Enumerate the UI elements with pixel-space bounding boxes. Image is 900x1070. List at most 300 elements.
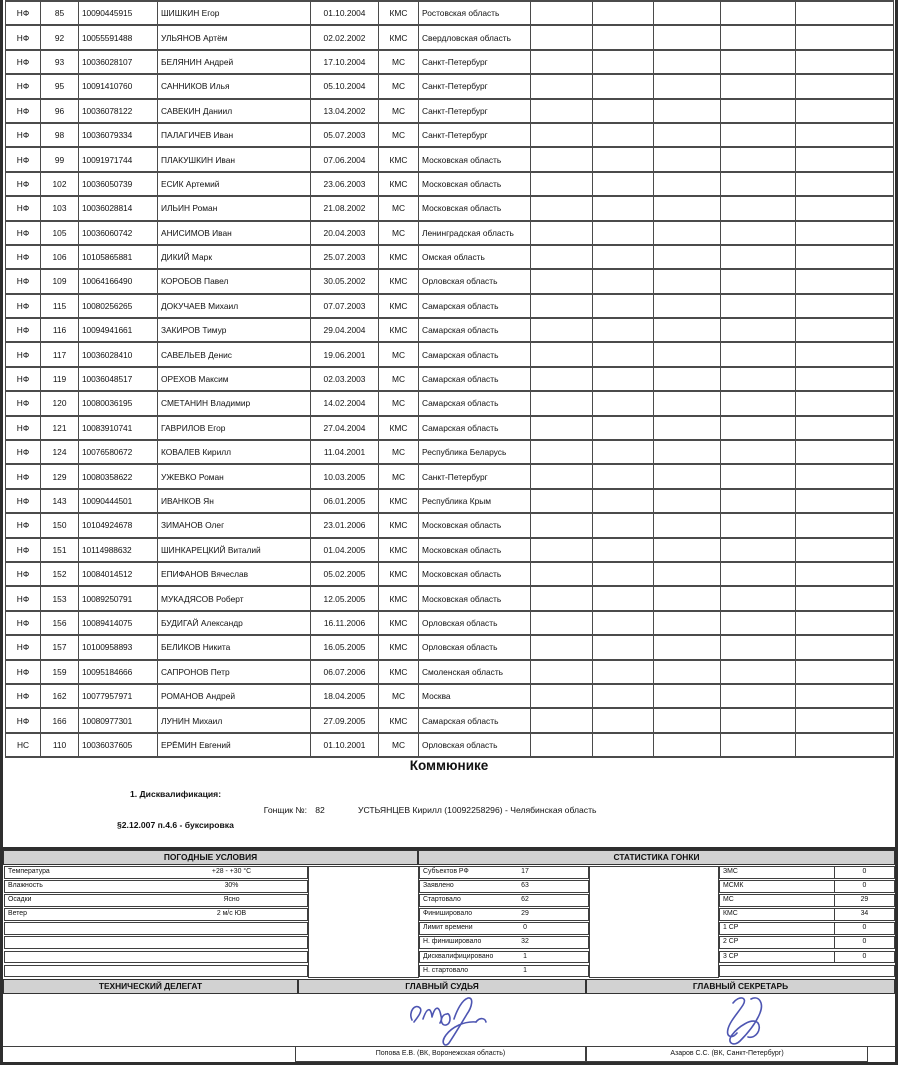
cell-bib: 162: [41, 684, 79, 708]
cell-birth_date: 01.10.2004: [311, 1, 379, 25]
cell-e1: [531, 562, 593, 586]
chief-judge-header: ГЛАВНЫЙ СУДЬЯ: [298, 979, 586, 994]
cell-status: НФ: [6, 708, 41, 732]
cell-rank: МС: [379, 99, 419, 123]
cell-name: ГАВРИЛОВ Егор: [158, 416, 311, 440]
cell-e2: [593, 123, 654, 147]
cell-birth_date: 02.03.2003: [311, 367, 379, 391]
cell-e2: [593, 733, 654, 757]
cell-e5: [796, 635, 894, 659]
cell-status: НФ: [6, 611, 41, 635]
stat-label: 1 СР: [720, 923, 835, 934]
stat-row: [4, 936, 308, 949]
cell-name: ШИШКИН Егор: [158, 1, 311, 25]
stat-value: 0: [862, 882, 867, 890]
cell-region: Московская область: [419, 562, 531, 586]
cell-bib: 143: [41, 489, 79, 513]
result-row: [6, 538, 894, 562]
cell-e5: [796, 25, 894, 49]
cell-e4: [721, 245, 796, 269]
cell-rank: МС: [379, 367, 419, 391]
cell-e1: [531, 25, 593, 49]
cell-bib: 121: [41, 416, 79, 440]
result-row: [6, 99, 894, 123]
cell-region: Смоленская область: [419, 660, 531, 684]
cell-e5: [796, 99, 894, 123]
cell-region: Московская область: [419, 538, 531, 562]
cell-e1: [531, 489, 593, 513]
cell-uci_id: 10077957971: [79, 684, 158, 708]
cell-name: ЕПИФАНОВ Вячеслав: [158, 562, 311, 586]
cell-name: БУДИГАЙ Александр: [158, 611, 311, 635]
result-row: [6, 123, 894, 147]
cell-rank: КМС: [379, 586, 419, 610]
cell-bib: 96: [41, 99, 79, 123]
cell-uci_id: 10080358622: [79, 464, 158, 488]
cell-region: Орловская область: [419, 269, 531, 293]
cell-e2: [593, 684, 654, 708]
cell-e4: [721, 440, 796, 464]
chief-secretary-name: Азаров С.С. (ВК, Санкт-Петербург): [586, 1046, 868, 1062]
cell-e2: [593, 367, 654, 391]
stat-label: Н. финишировало: [423, 938, 482, 946]
tech-delegate-header: ТЕХНИЧЕСКИЙ ДЕЛЕГАТ: [3, 979, 298, 994]
cell-e4: [721, 586, 796, 610]
cell-e1: [531, 318, 593, 342]
cell-region: Самарская область: [419, 416, 531, 440]
result-row: [6, 172, 894, 196]
cell-rank: КМС: [379, 562, 419, 586]
stat-label: Субъектов РФ: [423, 868, 469, 875]
cell-status: НФ: [6, 562, 41, 586]
cell-birth_date: 06.07.2006: [311, 660, 379, 684]
cell-e2: [593, 538, 654, 562]
cell-e2: [593, 147, 654, 171]
cell-rank: КМС: [379, 513, 419, 537]
cell-e1: [531, 391, 593, 415]
cell-e1: [531, 147, 593, 171]
cell-e4: [721, 489, 796, 513]
result-row: [6, 342, 894, 366]
cell-e3: [654, 123, 721, 147]
cell-name: АНИСИМОВ Иван: [158, 221, 311, 245]
stat-label: МС: [720, 895, 835, 906]
stat-value: 0: [523, 924, 527, 932]
cell-birth_date: 06.01.2005: [311, 489, 379, 513]
stat-value: 1: [523, 966, 527, 974]
cell-uci_id: 10104924678: [79, 513, 158, 537]
cell-name: УЛЬЯНОВ Артём: [158, 25, 311, 49]
cell-e1: [531, 538, 593, 562]
cell-e3: [654, 708, 721, 732]
result-row: [6, 1, 894, 25]
cell-rank: КМС: [379, 1, 419, 25]
cell-e5: [796, 513, 894, 537]
signature-area: [3, 994, 895, 1047]
cell-e3: [654, 245, 721, 269]
cell-status: НФ: [6, 513, 41, 537]
cell-name: ДОКУЧАЕВ Михаил: [158, 294, 311, 318]
cell-bib: 129: [41, 464, 79, 488]
cell-region: Москва: [419, 684, 531, 708]
cell-e3: [654, 342, 721, 366]
result-row: [6, 318, 894, 342]
cell-uci_id: 10055591488: [79, 25, 158, 49]
cell-name: РОМАНОВ Андрей: [158, 684, 311, 708]
cell-status: НФ: [6, 245, 41, 269]
cell-region: Самарская область: [419, 367, 531, 391]
cell-uci_id: 10100958893: [79, 635, 158, 659]
race-stats-left-table: [419, 866, 589, 979]
cell-e5: [796, 196, 894, 220]
cell-e2: [593, 513, 654, 537]
cell-uci_id: 10089414075: [79, 611, 158, 635]
cell-name: УЖЕВКО Роман: [158, 464, 311, 488]
stat-row: [719, 965, 895, 978]
cell-e2: [593, 586, 654, 610]
cell-e1: [531, 684, 593, 708]
stat-label: Н. стартовало: [423, 966, 469, 974]
cell-e5: [796, 489, 894, 513]
cell-e2: [593, 221, 654, 245]
cell-name: ИВАНКОВ Ян: [158, 489, 311, 513]
cell-e3: [654, 196, 721, 220]
cell-e3: [654, 25, 721, 49]
cell-bib: 103: [41, 196, 79, 220]
empty-box-1: [308, 866, 419, 978]
cell-birth_date: 27.04.2004: [311, 416, 379, 440]
stat-value: 2 м/с ЮВ: [216, 910, 247, 918]
cell-e5: [796, 294, 894, 318]
disqualification-heading: 1. Дисквалификация:: [130, 789, 222, 799]
cell-region: Московская область: [419, 513, 531, 537]
stat-value: 63: [521, 882, 529, 890]
cell-birth_date: 23.01.2006: [311, 513, 379, 537]
stat-value: 1: [523, 952, 527, 960]
cell-region: Республика Беларусь: [419, 440, 531, 464]
stat-value: 34: [860, 910, 869, 918]
cell-status: НФ: [6, 172, 41, 196]
cell-e5: [796, 147, 894, 171]
cell-e3: [654, 50, 721, 74]
cell-e3: [654, 147, 721, 171]
cell-e2: [593, 489, 654, 513]
result-row: [6, 440, 894, 464]
cell-e4: [721, 635, 796, 659]
cell-status: НФ: [6, 25, 41, 49]
cell-region: Омская область: [419, 245, 531, 269]
cell-name: ШИНКАРЕЦКИЙ Виталий: [158, 538, 311, 562]
cell-e4: [721, 196, 796, 220]
bottom-section: [0, 847, 898, 1065]
stat-row: [719, 866, 895, 879]
cell-region: Самарская область: [419, 708, 531, 732]
cell-bib: 92: [41, 25, 79, 49]
cell-name: ПАЛАГИЧЕВ Иван: [158, 123, 311, 147]
cell-e5: [796, 50, 894, 74]
stat-label: Ветер: [8, 910, 27, 918]
cell-e1: [531, 294, 593, 318]
stat-row: [719, 908, 895, 921]
cell-e1: [531, 342, 593, 366]
cell-e4: [721, 74, 796, 98]
cell-e1: [531, 416, 593, 440]
cell-region: Самарская область: [419, 318, 531, 342]
race-stats-right-table: [719, 866, 895, 979]
cell-uci_id: 10036028107: [79, 50, 158, 74]
cell-e2: [593, 391, 654, 415]
stat-row: [4, 922, 308, 935]
result-row: [6, 196, 894, 220]
cell-birth_date: 18.04.2005: [311, 684, 379, 708]
cell-e1: [531, 245, 593, 269]
cell-uci_id: 10084014512: [79, 562, 158, 586]
stat-row: [4, 965, 308, 978]
cell-region: Ленинградская область: [419, 221, 531, 245]
rider-number-value: 82: [315, 805, 325, 815]
cell-e4: [721, 25, 796, 49]
cell-status: НФ: [6, 269, 41, 293]
cell-status: НФ: [6, 342, 41, 366]
cell-e1: [531, 611, 593, 635]
cell-birth_date: 27.09.2005: [311, 708, 379, 732]
chief-judge-signature-image: [401, 994, 493, 1048]
cell-e3: [654, 440, 721, 464]
cell-rank: КМС: [379, 660, 419, 684]
cell-name: БЕЛИКОВ Никита: [158, 635, 311, 659]
cell-rank: КМС: [379, 635, 419, 659]
cell-name: БЕЛЯНИН Андрей: [158, 50, 311, 74]
stat-row: [719, 922, 895, 935]
cell-status: НФ: [6, 74, 41, 98]
cell-e1: [531, 1, 593, 25]
cell-region: Орловская область: [419, 611, 531, 635]
race-stats-section-header: СТАТИСТИКА ГОНКИ: [418, 850, 895, 865]
result-row: [6, 586, 894, 610]
cell-uci_id: 10095184666: [79, 660, 158, 684]
stat-row: [719, 880, 895, 893]
stat-value: 0: [862, 938, 867, 946]
cell-status: НФ: [6, 538, 41, 562]
cell-rank: МС: [379, 342, 419, 366]
cell-e3: [654, 660, 721, 684]
cell-birth_date: 12.05.2005: [311, 586, 379, 610]
result-row: [6, 660, 894, 684]
cell-birth_date: 05.02.2005: [311, 562, 379, 586]
cell-bib: 117: [41, 342, 79, 366]
cell-rank: МС: [379, 440, 419, 464]
cell-e1: [531, 440, 593, 464]
cell-bib: 115: [41, 294, 79, 318]
cell-e2: [593, 611, 654, 635]
stat-label: Стартовало: [423, 896, 461, 904]
cell-e2: [593, 635, 654, 659]
cell-bib: 153: [41, 586, 79, 610]
empty-box-2: [589, 866, 719, 978]
cell-bib: 98: [41, 123, 79, 147]
stat-row: [4, 908, 308, 921]
cell-status: НФ: [6, 464, 41, 488]
stat-row: [419, 880, 589, 893]
cell-name: КОВАЛЕВ Кирилл: [158, 440, 311, 464]
stat-value: +28 - +30 °C: [211, 868, 252, 875]
cell-name: ДИКИЙ Марк: [158, 245, 311, 269]
cell-status: НФ: [6, 367, 41, 391]
cell-e4: [721, 318, 796, 342]
cell-bib: 166: [41, 708, 79, 732]
cell-e3: [654, 99, 721, 123]
stat-value: 29: [521, 910, 529, 918]
stat-value: 62: [521, 896, 529, 904]
cell-region: Самарская область: [419, 342, 531, 366]
cell-birth_date: 23.06.2003: [311, 172, 379, 196]
cell-rank: КМС: [379, 25, 419, 49]
cell-uci_id: 10036079334: [79, 123, 158, 147]
cell-name: ЗАКИРОВ Тимур: [158, 318, 311, 342]
cell-e5: [796, 269, 894, 293]
cell-rank: КМС: [379, 245, 419, 269]
cell-birth_date: 02.02.2002: [311, 25, 379, 49]
cell-e3: [654, 733, 721, 757]
cell-uci_id: 10080256265: [79, 294, 158, 318]
cell-birth_date: 05.07.2003: [311, 123, 379, 147]
cell-e4: [721, 367, 796, 391]
cell-e1: [531, 367, 593, 391]
cell-e4: [721, 684, 796, 708]
cell-e1: [531, 586, 593, 610]
cell-bib: 150: [41, 513, 79, 537]
stat-label: Лимит времени: [423, 924, 473, 932]
cell-e3: [654, 611, 721, 635]
cell-e1: [531, 660, 593, 684]
cell-rank: МС: [379, 196, 419, 220]
communique-title: Коммюнике: [409, 758, 489, 773]
cell-rank: КМС: [379, 147, 419, 171]
cell-e4: [721, 708, 796, 732]
cell-rank: КМС: [379, 172, 419, 196]
cell-birth_date: 07.07.2003: [311, 294, 379, 318]
cell-birth_date: 07.06.2004: [311, 147, 379, 171]
cell-rank: МС: [379, 464, 419, 488]
stat-row: [4, 866, 308, 879]
result-row: [6, 269, 894, 293]
cell-status: НФ: [6, 489, 41, 513]
cell-uci_id: 10080977301: [79, 708, 158, 732]
cell-uci_id: 10036050739: [79, 172, 158, 196]
cell-e3: [654, 74, 721, 98]
cell-e1: [531, 708, 593, 732]
cell-bib: 124: [41, 440, 79, 464]
cell-region: Московская область: [419, 147, 531, 171]
cell-bib: 110: [41, 733, 79, 757]
weather-section-header: ПОГОДНЫЕ УСЛОВИЯ: [3, 850, 418, 865]
cell-uci_id: 10090445915: [79, 1, 158, 25]
cell-birth_date: 01.10.2001: [311, 733, 379, 757]
cell-e5: [796, 586, 894, 610]
stat-label: Финишировало: [423, 910, 473, 918]
cell-name: САННИКОВ Илья: [158, 74, 311, 98]
cell-e4: [721, 269, 796, 293]
result-row: [6, 416, 894, 440]
rider-number-label: Гонщик №:: [263, 805, 307, 815]
cell-e5: [796, 562, 894, 586]
cell-status: НФ: [6, 391, 41, 415]
cell-e5: [796, 660, 894, 684]
cell-e5: [796, 464, 894, 488]
rider-info-text: УСТЬЯНЦЕВ Кирилл (10092258296) - Челябинская область: [358, 805, 597, 815]
cell-name: ОРЕХОВ Максим: [158, 367, 311, 391]
stat-row: [419, 951, 589, 964]
stat-value: 0: [862, 868, 867, 875]
cell-e5: [796, 367, 894, 391]
cell-e3: [654, 538, 721, 562]
cell-uci_id: 10036028410: [79, 342, 158, 366]
cell-uci_id: 10036060742: [79, 221, 158, 245]
cell-e3: [654, 684, 721, 708]
cell-e1: [531, 733, 593, 757]
cell-birth_date: 13.04.2002: [311, 99, 379, 123]
cell-e4: [721, 50, 796, 74]
stat-row: [419, 936, 589, 949]
cell-e1: [531, 221, 593, 245]
cell-e3: [654, 391, 721, 415]
cell-rank: МС: [379, 50, 419, 74]
stat-row: [419, 922, 589, 935]
cell-rank: КМС: [379, 294, 419, 318]
result-row: [6, 221, 894, 245]
cell-e4: [721, 660, 796, 684]
cell-bib: 109: [41, 269, 79, 293]
cell-uci_id: 10090444501: [79, 489, 158, 513]
cell-e5: [796, 733, 894, 757]
cell-uci_id: 10083910741: [79, 416, 158, 440]
cell-uci_id: 10094941661: [79, 318, 158, 342]
cell-e3: [654, 635, 721, 659]
chief-secretary-header: ГЛАВНЫЙ СЕКРЕТАРЬ: [586, 979, 895, 994]
cell-status: НФ: [6, 99, 41, 123]
cell-name: СМЕТАНИН Владимир: [158, 391, 311, 415]
cell-bib: 156: [41, 611, 79, 635]
stat-row: [419, 965, 589, 978]
cell-e5: [796, 440, 894, 464]
cell-bib: 106: [41, 245, 79, 269]
cell-birth_date: 20.04.2003: [311, 221, 379, 245]
cell-bib: 105: [41, 221, 79, 245]
stat-label: Заявлено: [423, 882, 454, 890]
stat-value: 17: [521, 868, 529, 875]
cell-e5: [796, 74, 894, 98]
cell-status: НФ: [6, 147, 41, 171]
stat-label: Температура: [8, 868, 50, 875]
cell-status: НФ: [6, 294, 41, 318]
cell-e4: [721, 538, 796, 562]
cell-e4: [721, 99, 796, 123]
cell-uci_id: 10036037605: [79, 733, 158, 757]
cell-bib: 120: [41, 391, 79, 415]
cell-e3: [654, 416, 721, 440]
cell-e4: [721, 294, 796, 318]
cell-e5: [796, 611, 894, 635]
cell-e3: [654, 221, 721, 245]
stat-label: Дисквалифицировано: [423, 952, 494, 960]
cell-uci_id: 10036078122: [79, 99, 158, 123]
cell-e1: [531, 464, 593, 488]
cell-e3: [654, 489, 721, 513]
cell-e4: [721, 562, 796, 586]
cell-region: Санкт-Петербург: [419, 74, 531, 98]
stat-row: [4, 951, 308, 964]
stat-label: 3 СР: [720, 952, 835, 963]
